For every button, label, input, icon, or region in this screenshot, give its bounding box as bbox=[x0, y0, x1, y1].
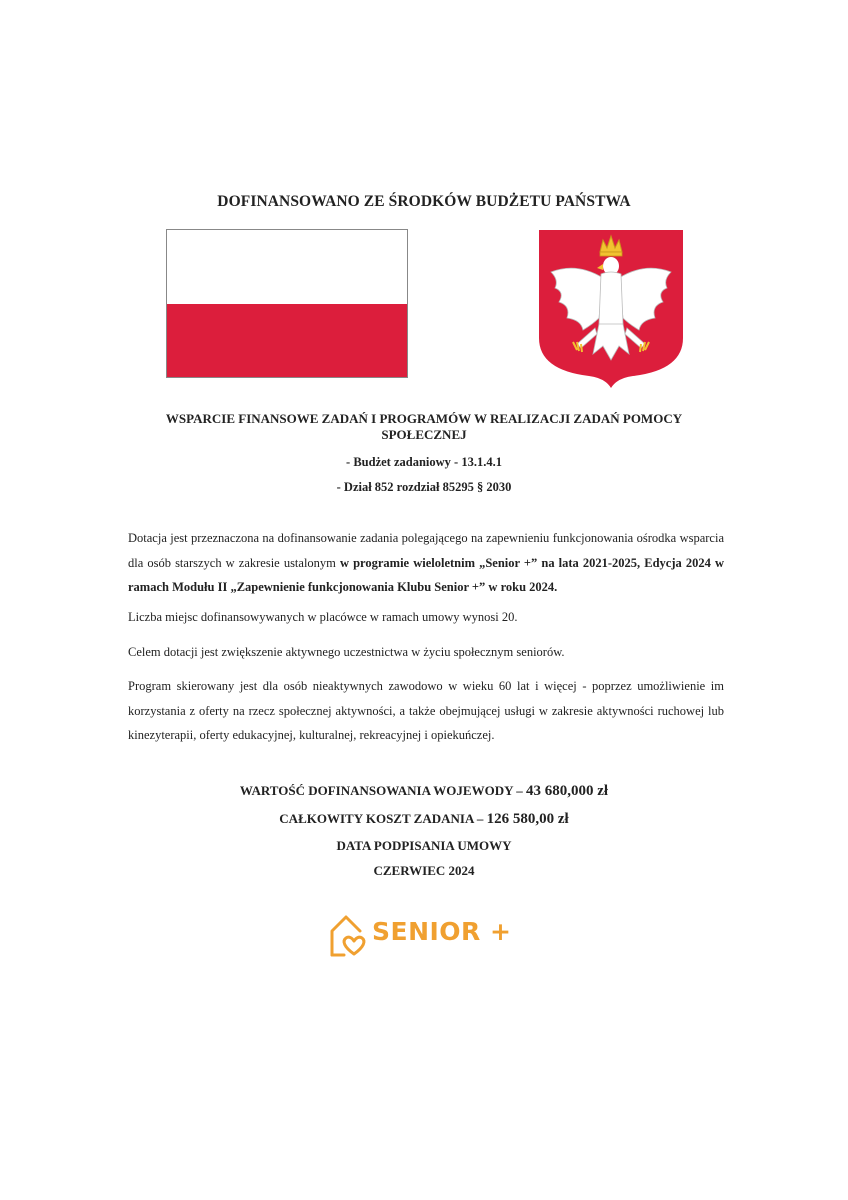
page-title: DOFINANSOWANO ZE ŚRODKÓW BUDŻETU PAŃSTWA bbox=[217, 193, 631, 210]
paragraph-purpose-bold: w programie wieloletnim „Senior +” na lata 2021-2025, Edycja 2024 w ramach Modułu II „Zapewnienie funkcjonowania Klubu Senior +” w roku 2024. bbox=[128, 555, 724, 594]
paragraph-program: Program skierowany jest dla osób nieaktywnych zawodowo w wieku 60 lat i więcej - poprzez umożliwienie im korzystania z oferty na rzecz społecznej aktywności, a także obejmującej usługi w zakresie aktywności ruchowej lub kinezyterapii, oferty edukacyjnej, kulturalnej, rekreacyjnej i opiekuńczej. bbox=[128, 679, 724, 742]
total-value: 126 580,00 zł bbox=[486, 811, 569, 827]
senior-plus-logo bbox=[328, 913, 512, 959]
paragraph-purpose-normal: Dotacja jest przeznaczona na dofinansowanie zadania polegającego na zapewnieniu funkcjonowania ośrodka wsparcia dla osób starszych w zakresie ustalonym bbox=[128, 531, 724, 570]
signing-date-value: CZERWIEC 2024 bbox=[373, 863, 475, 878]
senior-plus-logo-text: SENIOR + bbox=[372, 917, 512, 946]
senior-plus-house-heart-icon bbox=[328, 913, 372, 959]
total-cost-line bbox=[0, 811, 848, 828]
paragraph-purpose bbox=[128, 526, 724, 600]
signing-date-label: DATA PODPISANIA UMOWY bbox=[336, 838, 512, 853]
paragraph-places: Liczba miejsc dofinansowywanych w placówce w ramach umowy wynosi 20. bbox=[128, 610, 518, 624]
polish-flag-icon bbox=[166, 229, 408, 378]
program-title: WSPARCIE FINANSOWE ZADAŃ I PROGRAMÓW W REALIZACJI ZADAŃ POMOCY SPOŁECZNEJ bbox=[165, 411, 683, 442]
section-line: - Dział 852 rozdział 85295 § 2030 bbox=[336, 480, 512, 494]
grant-value: 43 680,000 zł bbox=[526, 783, 609, 799]
polish-eagle-emblem-icon bbox=[537, 228, 685, 390]
total-label: CAŁKOWITY KOSZT ZADANIA – bbox=[279, 811, 487, 826]
paragraph-goal: Celem dotacji jest zwiększenie aktywnego uczestnictwa w życiu społecznym seniorów. bbox=[128, 645, 565, 659]
grant-value-line bbox=[0, 783, 848, 800]
budget-line: - Budżet zadaniowy - 13.1.4.1 bbox=[346, 455, 502, 469]
grant-label: WARTOŚĆ DOFINANSOWANIA WOJEWODY – bbox=[239, 783, 526, 798]
